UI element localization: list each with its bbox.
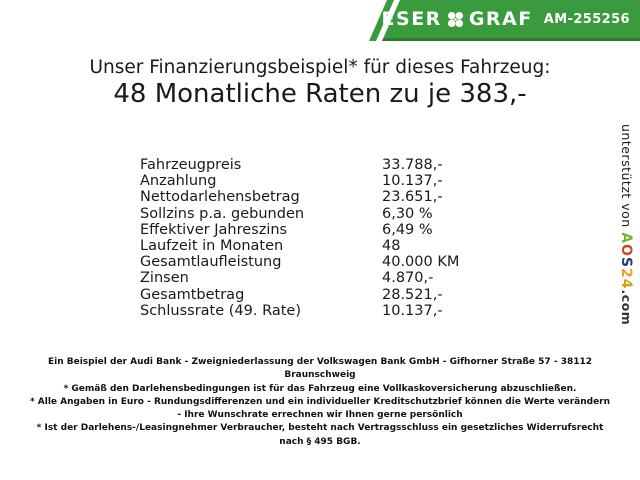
banner-bottom-shade bbox=[0, 38, 640, 41]
row-value: 23.651,- bbox=[382, 189, 443, 206]
financing-example-subtitle: Unser Finanzierungsbeispiel* für dieses Fahrzeug: bbox=[89, 57, 551, 78]
row-value: 40.000 KM bbox=[382, 254, 460, 271]
financing-table bbox=[140, 157, 459, 319]
aos-letter-1: O bbox=[618, 244, 634, 257]
row-value: 10.137,- bbox=[382, 173, 443, 190]
row-value: 6,49 % bbox=[382, 221, 433, 238]
legal-disclaimer bbox=[0, 356, 640, 449]
row-label: Zinsen bbox=[140, 270, 189, 287]
brand-name-left: FESER bbox=[367, 8, 442, 30]
brand-logo bbox=[367, 0, 630, 38]
disclaimer-line: - Ihre Wunschrate errechnen wir Ihnen gerne persönlich bbox=[177, 410, 463, 421]
row-value: 6,30 % bbox=[382, 205, 433, 222]
brand-name-right: GRAF bbox=[468, 8, 533, 30]
supported-by-vertical-text bbox=[618, 124, 634, 325]
monthly-rate-headline: 48 Monatliche Raten zu je 383,- bbox=[113, 79, 527, 109]
row-label: Laufzeit in Monaten bbox=[140, 237, 284, 254]
offer-reference-number: AM-255256 bbox=[543, 11, 630, 27]
disclaimer-line: Braunschweig bbox=[284, 370, 356, 381]
row-label: Gesamtlaufleistung bbox=[140, 254, 282, 271]
row-label: Gesamtbetrag bbox=[140, 286, 245, 303]
table-row bbox=[140, 157, 459, 173]
disclaimer-line: * Ist der Darlehens-/Leasingnehmer Verbraucher, besteht nach Vertragsschluss ein gesetzliches Widerrufsrecht bbox=[36, 423, 604, 434]
aos24-logo bbox=[618, 232, 634, 289]
table-row bbox=[140, 303, 459, 319]
table-row bbox=[140, 254, 459, 270]
disclaimer-line: * Alle Angaben in Euro - Rundungsdifferenzen und ein individueller Kreditschutzbrief können die Werte verändern bbox=[29, 396, 611, 407]
row-value: 10.137,- bbox=[382, 302, 443, 319]
disclaimer-line: nach § 495 BGB. bbox=[279, 436, 361, 447]
row-value: 4.870,- bbox=[382, 270, 434, 287]
table-row bbox=[140, 206, 459, 222]
row-value: 33.788,- bbox=[382, 157, 443, 173]
table-row bbox=[140, 270, 459, 286]
table-row bbox=[140, 238, 459, 254]
row-label: Nettodarlehensbetrag bbox=[140, 189, 300, 206]
supported-by-label: unterstützt von bbox=[619, 124, 634, 233]
disclaimer-line: Ein Beispiel der Audi Bank - Zweigniederlassung der Volkswagen Bank GmbH - Gifhorner Straße 57 - 38112 bbox=[47, 357, 593, 367]
aos24-domain-suffix: .com bbox=[619, 289, 634, 326]
aos-letter-2: S bbox=[618, 256, 634, 269]
disclaimer-line: * Gemäß den Darlehensbedingungen ist für das Fahrzeug eine Vollkaskoversicherung abzuschließen. bbox=[63, 383, 577, 394]
row-label: Fahrzeugpreis bbox=[140, 157, 242, 173]
brand-banner bbox=[0, 0, 640, 41]
clover-icon bbox=[447, 11, 464, 28]
page-title bbox=[0, 57, 640, 109]
table-row bbox=[140, 222, 459, 238]
aos-letter-4: 4 bbox=[618, 278, 634, 290]
table-row bbox=[140, 189, 459, 205]
aos-letter-3: 2 bbox=[618, 268, 634, 279]
row-label: Effektiver Jahreszins bbox=[140, 221, 288, 238]
table-row bbox=[140, 287, 459, 303]
row-label: Sollzins p.a. gebunden bbox=[140, 205, 305, 222]
row-label: Schlussrate (49. Rate) bbox=[140, 302, 301, 319]
row-value: 28.521,- bbox=[382, 286, 443, 303]
row-label: Anzahlung bbox=[140, 173, 217, 190]
table-row bbox=[140, 173, 459, 189]
row-value: 48 bbox=[382, 237, 401, 254]
aos-letter-0: A bbox=[618, 232, 634, 245]
